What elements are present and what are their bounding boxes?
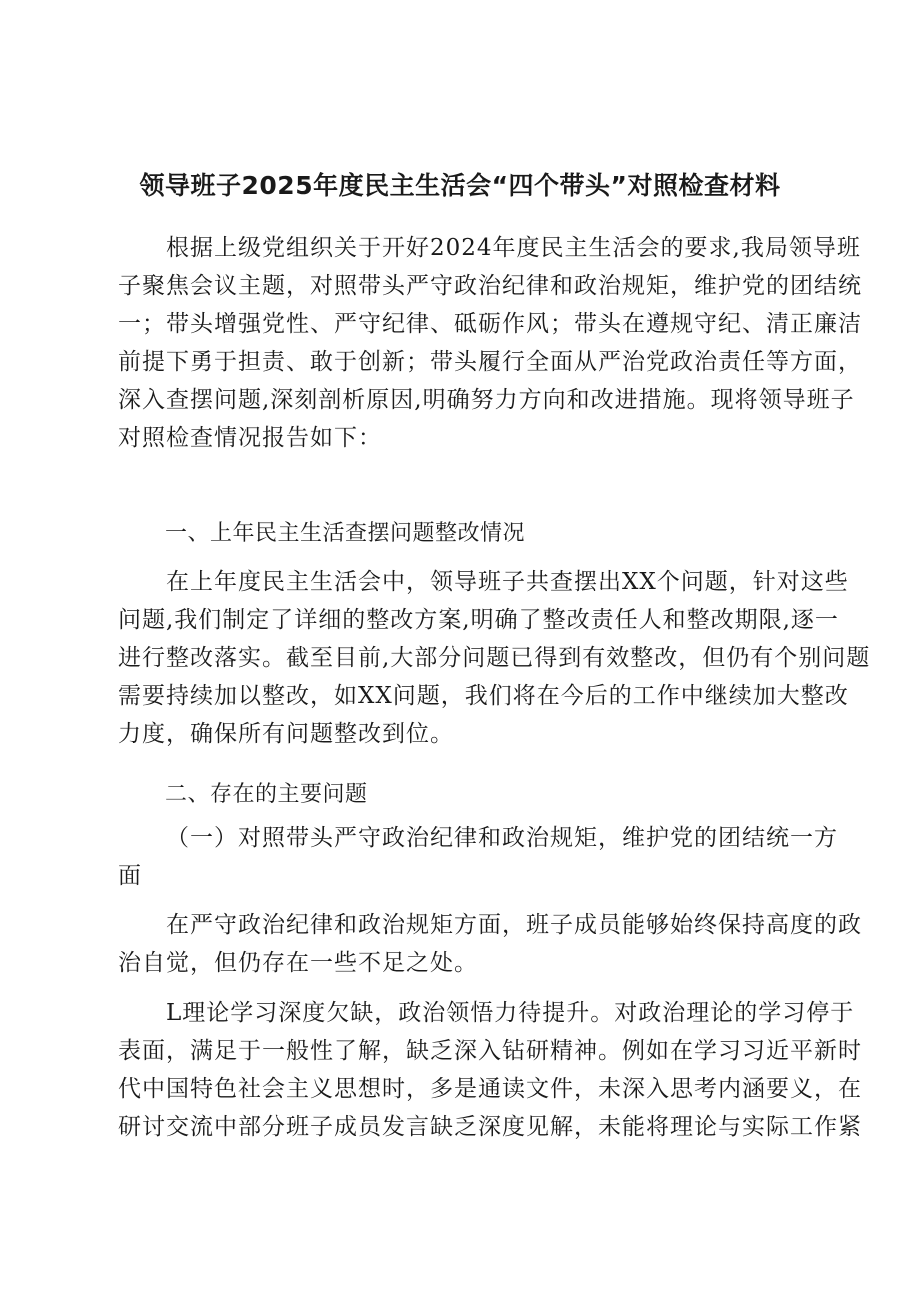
text-line: 进行整改落实。截至目前,大部分问题已得到有效整改，但仍有个别问题 [118, 645, 871, 671]
text-line: 需要持续加以整改，如XX问题，我们将在今后的工作中继续加大整改 [118, 683, 849, 709]
text-line: 在严守政治纪律和政治规矩方面，班子成员能够始终保持高度的政 [166, 912, 862, 938]
text-line: 前提下勇于担责、敢于创新；带头履行全面从严治党政治责任等方面， [118, 349, 862, 375]
section-heading-1: 一、上年民主生活查摆问题整改情况 [165, 521, 526, 546]
intro-paragraph [118, 229, 862, 457]
subsection1-paragraph [118, 906, 862, 982]
text-line: 深入查摆问题,深刻剖析原因,明确努力方向和改进措施。现将领导班子 [118, 387, 855, 413]
text-line: 对照检查情况报告如下： [118, 425, 382, 451]
text-line: 代中国特色社会主义思想时，多是通读文件，未深入思考内涵要义，在 [118, 1076, 862, 1102]
section1-paragraph [118, 563, 871, 753]
text-line: 力度，确保所有问题整改到位。 [118, 721, 454, 747]
text-line: 在上年度民主生活会中，领导班子共查摆出XX个问题，针对这些 [166, 569, 849, 595]
text-line: 问题,我们制定了详细的整改方案,明确了整改责任人和整改期限,逐一 [118, 607, 839, 633]
section-heading-2: 二、存在的主要问题 [165, 782, 368, 807]
subsection-heading-1 [118, 819, 838, 895]
text-line: 面 [118, 863, 142, 889]
text-line: L理论学习深度欠缺，政治领悟力待提升。对政治理论的学习停于 [166, 1000, 855, 1026]
text-line: 治自觉，但仍存在一些不足之处。 [118, 950, 478, 976]
text-line: 根据上级党组织关于开好2024年度民主生活会的要求,我局领导班 [166, 235, 861, 261]
text-line: 子聚焦会议主题，对照带头严守政治纪律和政治规矩，维护党的团结统 [118, 273, 862, 299]
text-line: 表面，满足于一般性了解，缺乏深入钻研精神。例如在学习习近平新时 [118, 1038, 862, 1064]
text-line: （一）对照带头严守政治纪律和政治规矩，维护党的团结统一方 [166, 825, 838, 851]
document-title: 领导班子2025年度民主生活会“四个带头”对照检查材料 [139, 171, 781, 200]
text-line: 研讨交流中部分班子成员发言缺乏深度见解，未能将理论与实际工作紧 [118, 1114, 862, 1140]
theory-study-paragraph [118, 994, 862, 1146]
text-line: 一；带头增强党性、严守纪律、砥砺作风；带头在遵规守纪、清正廉洁 [118, 311, 862, 337]
